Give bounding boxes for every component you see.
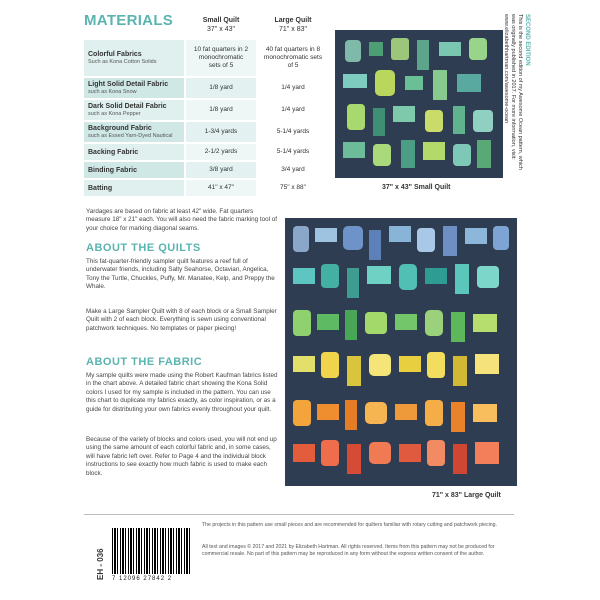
large-quilt-cell: 1/4 yard [281,84,305,91]
row-label-main: Backing Fabric [88,149,139,156]
small-quilt-cell: 3/8 yard [186,162,256,178]
large-quilt-cell: 75" x 88" [280,184,306,191]
upc-number: 7 12096 27842 2 [112,576,173,582]
sea-creature-blocks [293,226,509,474]
about-quilts-paragraph-2: Make a Large Sampler Quilt with 8 of each block or a Small Sampler Quilt with 2 of each block. Everything is sewn using conventional patchwork techniques. No templates or paper piecing! [86,308,277,332]
row-label [84,78,184,98]
large-quilt-cell: 3/4 yard [281,166,305,173]
large-quilt-cell: 5-1/4 yards [276,148,310,155]
large-quilt-cell: 1/4 yard [281,106,305,113]
small-quilt-cell: 1/8 yard [186,78,256,98]
second-edition-text [502,14,530,170]
table-row [84,122,328,142]
small-quilt-cell: 41" x 47" [186,180,256,196]
barcode [112,528,192,574]
about-fabric-heading: ABOUT THE FABRIC [86,356,203,368]
row-label-main: Colorful Fabrics [88,51,142,58]
second-edition-line2: was originally published in 2017. For more information, visit: [510,14,516,160]
small-quilt-cell: 1-3/4 yards [186,122,256,142]
small-quilt-column-header [186,16,256,34]
table-row [84,78,328,98]
large-quilt-cell: 5-1/4 yards [276,128,310,135]
large-quilt-caption: 71" x 83" Large Quilt [432,492,501,499]
row-label-sub: such as Kona Snow [88,89,137,95]
footer-copyright: All text and images © 2017 and 2021 by Elizabeth Hartman. All rights reserved. Items from this pattern may not be produced for commercial resale. No part of this pattern may be reproduced in any form without the express written consent of the author. [202,544,495,557]
row-label [84,162,184,178]
row-label-sub: such as Kona Pepper [88,111,141,117]
table-row [84,180,328,196]
row-label-main: Light Solid Detail Fabric [88,81,169,88]
table-row [84,100,328,120]
small-quilt-cell: 2-1/2 yards [186,144,256,160]
large-quilt-name: Large Quilt [274,17,312,24]
row-label-sub: such as Essed Yarn-Dyed Nautical [88,133,173,139]
row-label-main: Background Fabric [88,125,152,132]
large-quilt-size: 71" x 83" [279,26,307,33]
footer-divider [84,514,514,515]
about-fabric-paragraph-2: Because of the variety of blocks and colors used, you will not end up using the same amount of each colorful fabric and, in some cases, will have fabric left over. Refer to Page 4 and the individual block instructions to see exactly how much fabric is used to make each block. [86,436,277,477]
large-quilt-blocks [285,218,517,486]
small-quilt-caption: 37" x 43" Small Quilt [382,184,451,191]
small-quilt-cell: 10 fat quarters in 2 monochromatic sets of 5 [186,40,256,76]
second-edition-note [470,14,530,194]
about-quilts-heading: ABOUT THE QUILTS [86,242,201,254]
yardage-note: Yardages are based on fabric at least 42" wide. Fat quarters measure 18" x 21" each. You will also need the fabric marking tool of your choice for marking diagonal seams. [86,208,278,232]
large-quilt-image [285,218,517,486]
row-label [84,144,184,160]
table-row [84,162,328,178]
row-label-main: Batting [88,185,113,192]
small-quilt-name: Small Quilt [202,17,240,24]
pattern-sku: EH - 036 [96,548,105,580]
large-quilt-column-header [258,16,328,34]
large-quilt-cell: 40 fat quarters in 8 monochromatic sets of 5 [263,46,323,69]
table-row [84,40,328,76]
second-edition-heading: SECOND EDITION [524,14,530,66]
small-quilt-size: 37" x 43" [207,26,235,33]
row-label [84,122,184,142]
second-edition-line1: This is the second edition of my Awesome Ocean pattern, which [517,14,523,170]
about-fabric-paragraph-1: My sample quilts were made using the Robert Kaufman fabrics listed in the chart above. A detailed fabric chart showing the Kona Solid colors I used for my sample is included in the pattern. You can use this chart to duplicate my fabrics exactly, as color inspiration, or as a guide for distributing your own fabrics evenly throughout your quilt. [86,372,278,413]
row-label [84,180,184,196]
small-quilt-cell: 1/8 yard [186,100,256,120]
second-edition-url: www.elizabethhartman.com/awesome-ocean [503,14,509,124]
footer-note: The projects in this pattern use small pieces and are recommended for quilters familiar with rotary cutting and patchwork piecing. [202,522,497,528]
materials-table [84,12,328,202]
row-label-main: Dark Solid Detail Fabric [88,103,167,110]
table-row [84,144,328,160]
row-label [84,100,184,120]
row-label-sub: Such as Kona Cotton Solids [88,59,157,65]
about-quilts-paragraph-1: This fat-quarter-friendly sampler quilt features a reef full of underwater friends, including Salty Seahorse, Octavian, Angelica, Tony the Turtle, Chuckles, Puffy, Mr. Manatee, Kelp, and Preppy the Whale. [86,258,275,291]
row-label [84,40,184,76]
row-label-main: Binding Fabric [88,167,137,174]
materials-title: MATERIALS [84,12,174,29]
